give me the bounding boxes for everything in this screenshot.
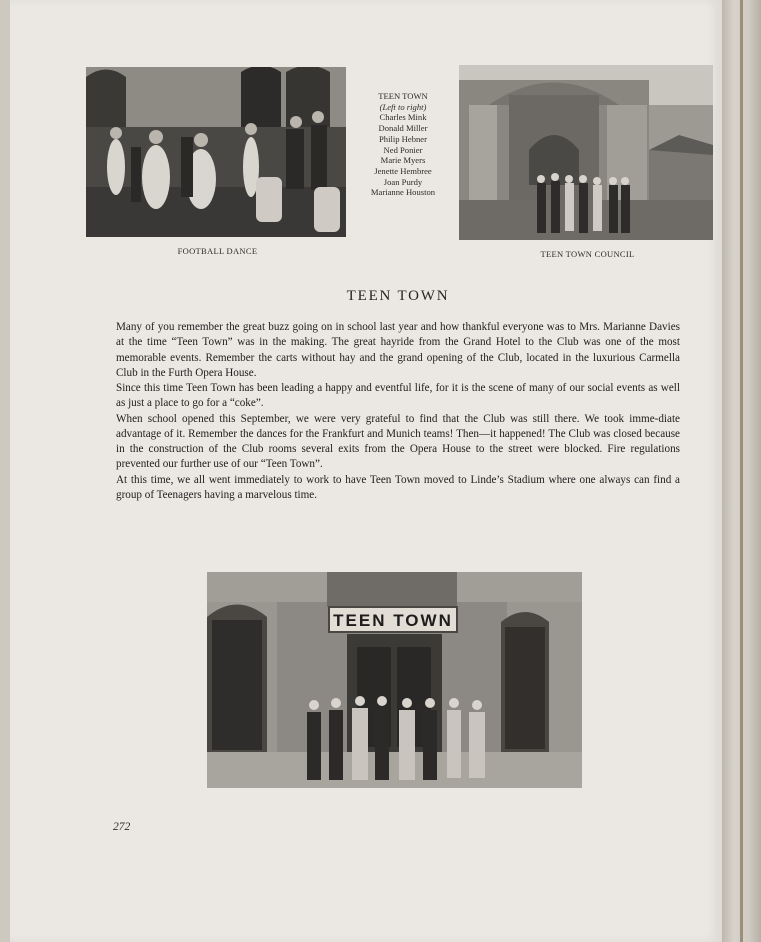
football-dance-photo <box>86 67 346 237</box>
teen-town-council-caption: TEEN TOWN COUNCIL <box>540 249 635 259</box>
football-dance-caption: FOOTBALL DANCE <box>177 246 258 256</box>
building-photo-svg <box>207 572 582 788</box>
teen-town-council-photo <box>459 65 713 240</box>
names-subheading: (Left to right) <box>379 101 427 112</box>
article-title: TEEN TOWN <box>346 288 450 304</box>
council-names-list <box>355 91 451 198</box>
article-paragraph: Many of you remember the great buzz going on in school last year and how thankful everyone was to Mrs. Marianne Davies at the time “Teen Town” was in the making. The great hayride from the Grand Hotel to the Club was one of the most memorable events. Remember the carts without hay and the grand opening of the Club, located in the luxurious Carmella Club in the Furth Opera House. <box>116 321 680 379</box>
council-name: Marianne Houston <box>370 187 436 198</box>
teen-town-building-photo <box>207 572 582 788</box>
council-name: Joan Purdy <box>383 176 423 187</box>
council-name: Ned Ponier <box>383 144 423 155</box>
council-name: Donald Miller <box>378 123 428 134</box>
council-name: Marie Myers <box>380 155 426 166</box>
council-name: Jenette Hembree <box>374 165 432 176</box>
article-paragraph: At this time, we all went immediately to work to have Teen Town moved to Linde’s Stadium where one always can find a group of Teenagers having a marvelous time. <box>116 473 680 501</box>
article-paragraph: When school opened this September, we were very grateful to find that the Club was still there. We took imme-diate advantage of it. Remember the dances for the Frankfurt and Munich teams! Then—it happened! The Club was closed because in the construction of the Club rooms several exits from the Opera House to the street were blocked. Fire regulations prevented our further use of our “Teen Town”. <box>116 412 680 471</box>
teen-town-sign: TEEN TOWN <box>333 611 453 630</box>
article-paragraph: Since this time Teen Town has been leading a happy and eventful life, for it is the scene of many of our social events as well as just a place to go for a “coke”. <box>116 382 680 410</box>
council-name: Charles Mink <box>379 112 427 123</box>
article-body <box>116 320 680 503</box>
spine-edge <box>740 0 743 942</box>
page-number: 272 <box>113 821 131 833</box>
council-name: Philip Hebner <box>379 133 427 144</box>
names-heading: TEEN TOWN <box>378 91 428 101</box>
